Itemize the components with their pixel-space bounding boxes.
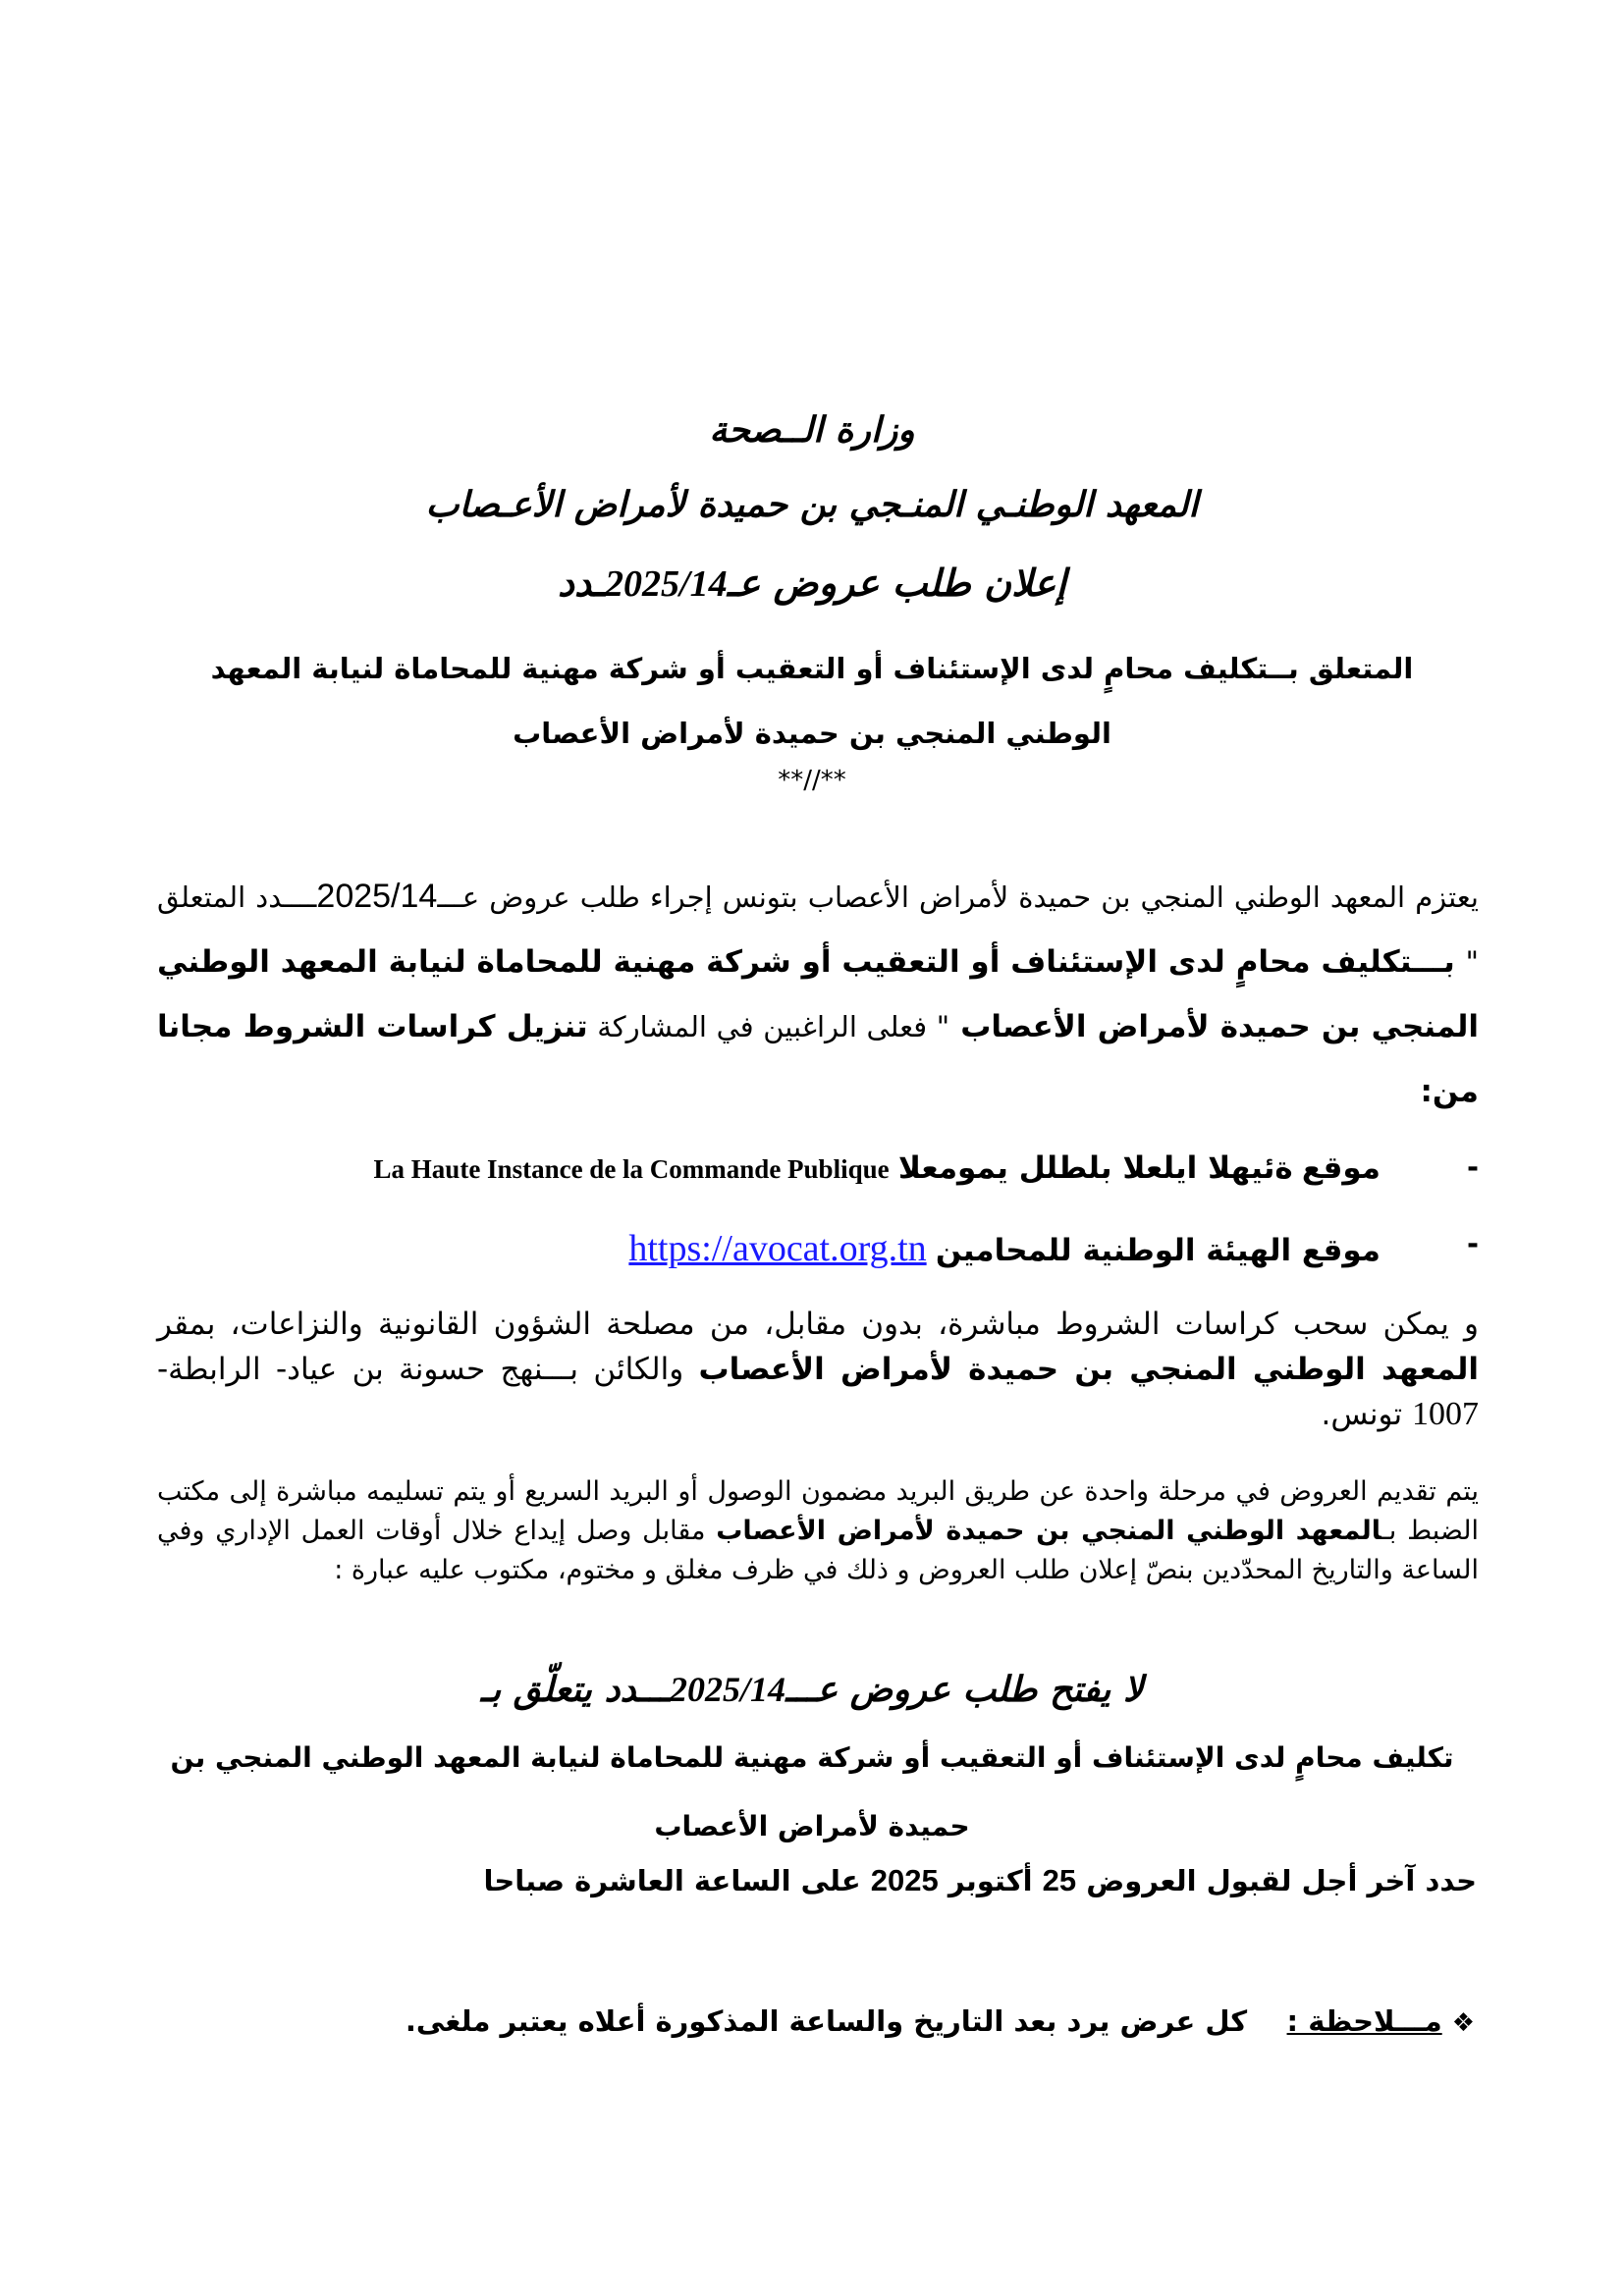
- note: [406, 2004, 1475, 2038]
- intro-paragraph: [157, 864, 1479, 1124]
- intro-number: 2025/14: [316, 878, 438, 915]
- deadline: [483, 1863, 1477, 1898]
- site-label: موقع الهيئة الوطنية للمحامين: [935, 1233, 1380, 1268]
- deadline-time: على الساعة العاشرة صباحا: [483, 1864, 871, 1897]
- withdrawal-text-c: تونس.: [1321, 1397, 1412, 1432]
- notice-number: 2025/14: [605, 563, 728, 605]
- site-name-fr: La Haute Instance de la Commande Publique: [373, 1154, 890, 1184]
- withdrawal-institute: المعهد الوطني المنجي بن حميدة لأمراض الأعصاب: [698, 1352, 1479, 1387]
- deadline-year: 2025: [870, 1863, 939, 1897]
- avocat-link[interactable]: https://avocat.org.tn: [628, 1228, 927, 1269]
- withdrawal-text-a: و يمكن سحب كراسات الشروط مباشرة، بدون مقابل، من مصلحة الشؤون القانونية والنزاعات، بمقر: [157, 1307, 1479, 1342]
- intro-text-c: " فعلى الراغبين في المشاركة: [587, 1010, 950, 1043]
- deadline-month: أكتوبر: [938, 1864, 1043, 1897]
- deadline-text-a: حدد آخر أجل لقبول العروض: [1076, 1864, 1477, 1897]
- site-name-ar: ةئيهلا ايلعلا بلطلل يمومعلا: [897, 1150, 1293, 1186]
- submission-text-b: مقابل وصل إيداع خلال أوقات العمل الإداري وفي الساعة والتاريخ المحدّدين بنصّ إعلان طلب العروض و ذلك في ظرف مغلق و مختوم، مكتوب عليه عبارة :: [157, 1516, 1479, 1585]
- list-dash: -: [1466, 1227, 1479, 1260]
- notice-prefix: إعلان طلب عروض عـ: [727, 561, 1066, 605]
- diamond-bullet-icon: ❖: [1451, 2008, 1475, 2038]
- submission-institute: المعهد الوطني المنجي بن حميدة لأمراض الأعصاب: [716, 1516, 1381, 1546]
- submission-text-a: يتم تقديم العروض في مرحلة واحدة عن طريق البريد مضمون الوصول أو البريد السريع أو يتم تسليمه مباشرة إلى مكتب الضبط بـ: [157, 1476, 1479, 1546]
- ministry-title: وزارة الــصحة: [709, 410, 915, 451]
- deadline-day: 25: [1042, 1863, 1077, 1897]
- intro-text-a: يعتزم المعهد الوطني المنجي بن حميدة لأمراض الأعصاب بتونس إجراء طلب عروض عـــ: [437, 881, 1479, 914]
- notice-title: [157, 561, 1467, 606]
- notice-suffix: ـدد: [558, 561, 606, 605]
- list-dash: -: [1466, 1150, 1479, 1184]
- site-label: موقع: [1301, 1150, 1380, 1186]
- envelope-line-1: [157, 1669, 1467, 1710]
- intro-download: تنزيل كراسات الشروط مجانا من:: [157, 1009, 1479, 1109]
- intro-subject: بـــتكليف محامٍ لدى الإستئناف أو التعقيب أو شركة مهنية للمحاماة لنيابة المعهد الوطني المنجي بن حميدة لأمراض الأعصاب: [157, 944, 1479, 1044]
- submission-paragraph: [157, 1472, 1479, 1590]
- envelope-text-b: ـــدد يتعلّق بـ: [480, 1670, 671, 1710]
- envelope-number: 2025/14: [670, 1670, 786, 1709]
- intro-text-b: ــــدد المتعلق ": [157, 881, 1479, 979]
- separator: **//**: [778, 766, 846, 795]
- note-label: مـــلاحظة :: [1286, 2004, 1442, 2038]
- list-text: [374, 1150, 1380, 1186]
- envelope-line-2: تكليف محامٍ لدى الإستئناف أو التعقيب أو شركة مهنية للمحاماة لنيابة المعهد الوطني المنجي بن حميدة لأمراض الأعصاب: [170, 1741, 1454, 1842]
- withdrawal-text-b: والكائن بـــنهج حسونة بن عياد- الرابطة-: [157, 1352, 699, 1387]
- list-text: [628, 1227, 1380, 1270]
- institute-title: المعهد الوطنـي المنـجي بن حميدة لأمراض الأعـصاب: [425, 485, 1199, 525]
- note-text: كل عرض يرد بعد التاريخ والساعة المذكورة أعلاه يعتبر ملغى.: [405, 2004, 1248, 2038]
- notice-subject: المتعلق بــتكليف محامٍ لدى الإستئناف أو التعقيب أو شركة مهنية للمحاماة لنيابة المعهد الوطني المنجي بن حميدة لأمراض الأعصاب: [210, 652, 1414, 750]
- envelope-text-a: لا يفتح طلب عروض عـــ: [785, 1670, 1144, 1710]
- withdrawal-paragraph: [157, 1302, 1479, 1437]
- postal-code: 1007: [1412, 1396, 1479, 1432]
